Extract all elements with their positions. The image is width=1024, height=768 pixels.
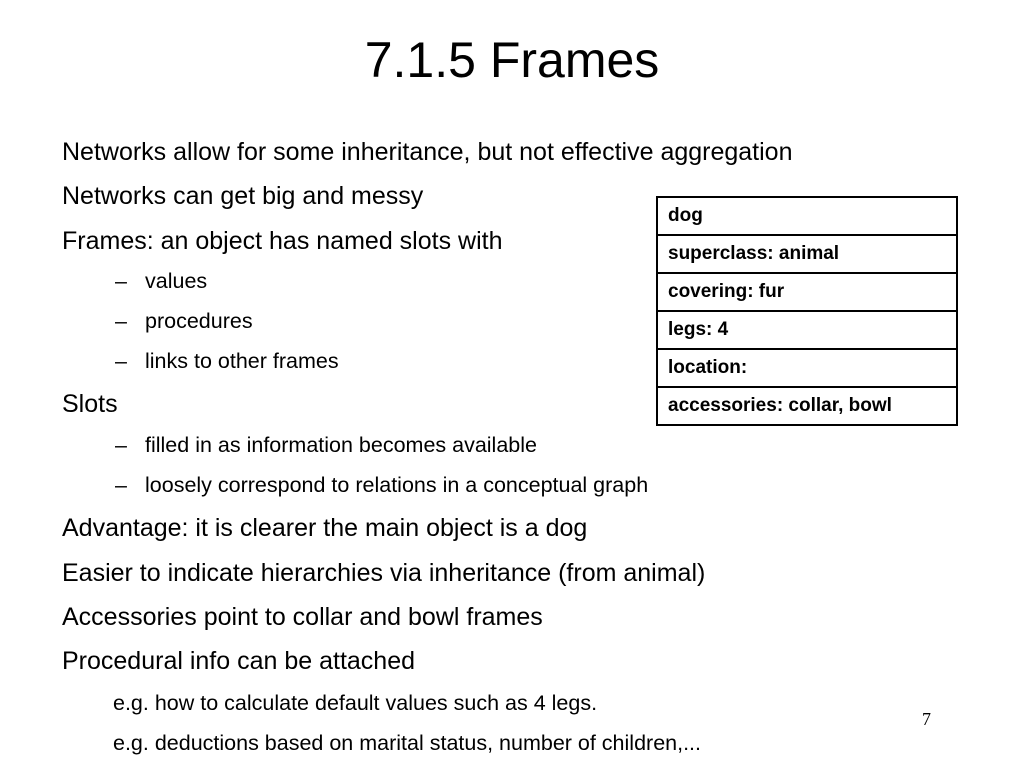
- sub-bullet-text: filled in as information becomes available: [145, 433, 537, 457]
- frame-row-legs: legs: 4: [658, 310, 956, 348]
- sub-bullet-text: loosely correspond to relations in a conceptual graph: [145, 473, 649, 497]
- bullet-slots: Slots: [62, 390, 118, 418]
- bullet-hierarchies: Easier to indicate hierarchies via inheritance (from animal): [62, 559, 706, 587]
- dash-marker: –: [115, 309, 127, 333]
- bullet-procedural-info: Procedural info can be attached: [62, 647, 416, 675]
- sub-bullet-procedures: [115, 308, 253, 334]
- frame-row-accessories: accessories: collar, bowl: [658, 386, 956, 424]
- dash-marker: –: [115, 349, 127, 373]
- dash-marker: –: [115, 473, 127, 497]
- example-default-values: e.g. how to calculate default values such as 4 legs.: [113, 691, 598, 715]
- bullet-advantage: Advantage: it is clearer the main object is a dog: [62, 514, 588, 542]
- frame-row-location: location:: [658, 348, 956, 386]
- example-deductions: e.g. deductions based on marital status, number of children,...: [113, 731, 701, 755]
- dash-marker: –: [115, 433, 127, 457]
- bullet-networks-messy: Networks can get big and messy: [62, 182, 424, 210]
- bullet-frames-definition: Frames: an object has named slots with: [62, 227, 503, 255]
- bullet-accessories: Accessories point to collar and bowl frames: [62, 603, 543, 631]
- slide-title: 7.1.5 Frames: [364, 32, 660, 88]
- frame-row-name: dog: [668, 205, 703, 226]
- sub-bullet-text: procedures: [145, 309, 253, 333]
- dog-frame-table: [656, 196, 958, 426]
- slide-number: 7: [922, 709, 931, 729]
- sub-bullet-text: links to other frames: [145, 349, 339, 373]
- sub-bullet-values: [115, 268, 208, 294]
- sub-bullet-links: [115, 348, 339, 374]
- frame-row-covering: covering: fur: [658, 272, 956, 310]
- sub-bullet-text: values: [145, 269, 208, 293]
- sub-bullet-relations: [115, 472, 649, 498]
- frame-row-superclass: superclass: animal: [658, 234, 956, 272]
- bullet-networks-inheritance: Networks allow for some inheritance, but not effective aggregation: [62, 138, 793, 166]
- sub-bullet-filled-in: [115, 432, 537, 458]
- dash-marker: –: [115, 269, 127, 293]
